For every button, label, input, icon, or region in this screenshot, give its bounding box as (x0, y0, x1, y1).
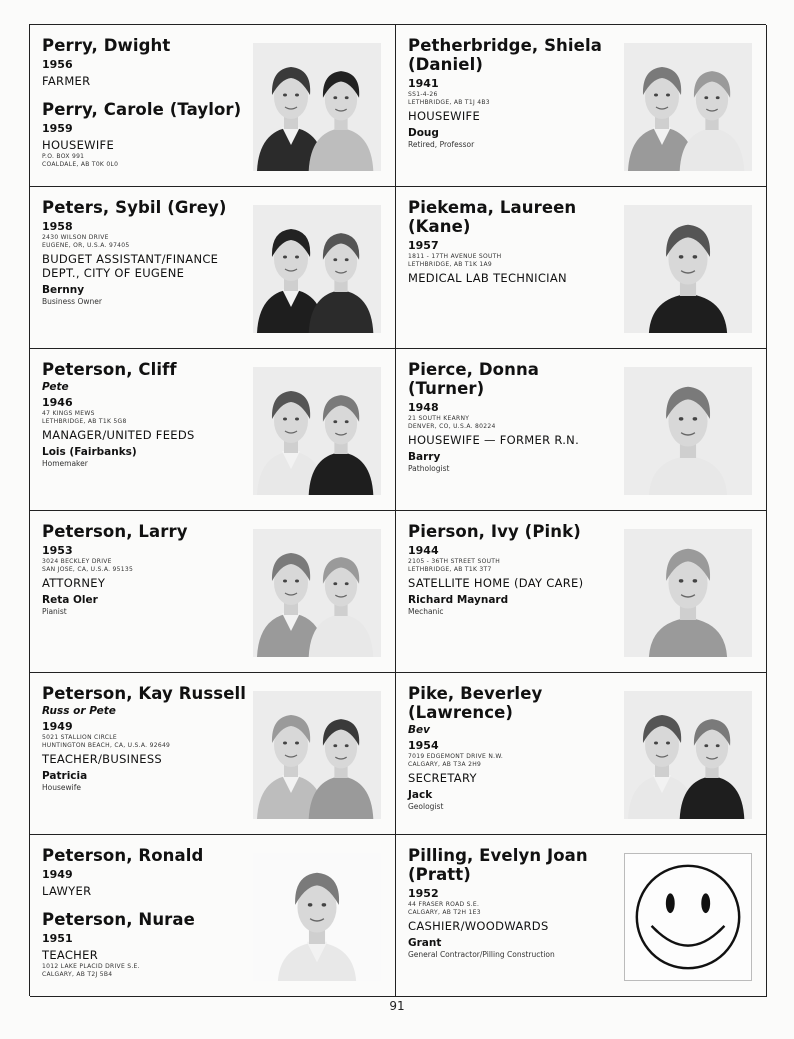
portrait-photo (624, 367, 752, 495)
entry-9 (396, 673, 767, 835)
entry-5 (396, 349, 767, 511)
entry-second-name: Perry, Carole (Taylor) (42, 100, 242, 119)
entry-4 (30, 349, 396, 511)
entry-year: 1952 (408, 887, 439, 900)
entry-address-line: LETHBRIDGE, AB T1K 1A9 (408, 260, 493, 268)
entry-address-line: 7019 EDGEMONT DRIVE N.W. (408, 753, 504, 760)
entry-address-line: HUNTINGTON BEACH, CA, U.S.A. 92649 (42, 741, 171, 749)
entry-spouse: Patricia (42, 770, 88, 782)
entry-year: 1948 (408, 401, 439, 414)
entry-address-line: 47 KINGS MEWS (42, 410, 95, 417)
entry-year: 1956 (42, 58, 73, 71)
entry-address-line: 21 SOUTH KEARNY (408, 415, 470, 422)
entry-spouse: Bernny (42, 284, 85, 296)
entry-address-line: COALDALE, AB T0K 0L0 (42, 160, 119, 168)
entry-name: Peterson, Ronald (42, 846, 204, 865)
entry-second-occupation: HOUSEWIFE (42, 138, 115, 152)
entry-0 (30, 25, 396, 187)
entry-occupation: SECRETARY (408, 771, 477, 785)
entry-year: 1949 (42, 868, 73, 881)
entry-address-line: EUGENE, OR, U.S.A. 97405 (42, 241, 130, 249)
couple-photo (253, 205, 381, 333)
entry-spouse-occupation: General Contractor/Pilling Construction (408, 950, 555, 959)
entry-address-line: 3024 BECKLEY DRIVE (42, 558, 112, 565)
entry-occupation: SATELLITE HOME (DAY CARE) (408, 576, 584, 590)
entry-name: Pilling, Evelyn Joan (Pratt) (408, 846, 588, 884)
entry-spouse: Richard Maynard (408, 594, 509, 606)
entry-occupation: FARMER (42, 74, 91, 88)
couple-photo (253, 367, 381, 495)
entry-spouse-occupation: Housewife (42, 783, 81, 792)
couple-photo (253, 691, 381, 819)
entry-address-line: SS1-4-26 (408, 91, 438, 98)
entry-1 (396, 25, 767, 187)
entry-year: 1957 (408, 239, 439, 252)
entry-address-line: 2430 WILSON DRIVE (42, 234, 109, 241)
entry-address-line: CALGARY, AB T3A 2H9 (408, 760, 482, 768)
entry-name: Peterson, Cliff (42, 360, 177, 379)
entry-occupation: CASHIER/WOODWARDS (408, 919, 549, 933)
entry-spouse-occupation: Pathologist (408, 464, 450, 473)
entry-11 (396, 835, 767, 997)
portrait-photo (624, 529, 752, 657)
entry-year: 1941 (408, 77, 439, 90)
entry-6 (30, 511, 396, 673)
entry-name: Peters, Sybil (Grey) (42, 198, 227, 217)
entry-name: Peterson, Larry (42, 522, 188, 541)
entry-address-line: LETHBRIDGE, AB T1J 4B3 (408, 98, 490, 106)
entry-nickname: Bev (408, 724, 430, 736)
entry-spouse: Doug (408, 127, 439, 139)
entry-address-line: CALGARY, AB T2J 5B4 (42, 970, 113, 978)
entry-year: 1958 (42, 220, 73, 233)
entry-year: 1953 (42, 544, 73, 557)
couple-photo (624, 691, 752, 819)
entry-spouse-occupation: Retired, Professor (408, 140, 475, 149)
entry-occupation: MEDICAL LAB TECHNICIAN (408, 271, 567, 285)
entry-address-line: 5021 STALLION CIRCLE (42, 734, 118, 741)
couple-photo (253, 529, 381, 657)
entry-spouse: Reta Oler (42, 594, 98, 606)
entry-address-line: LETHBRIDGE, AB T1K 3T7 (408, 565, 492, 573)
entry-name: Petherbridge, Shiela (Daniel) (408, 36, 602, 74)
entry-8 (30, 673, 396, 835)
entry-name: Pierson, Ivy (Pink) (408, 522, 581, 541)
entry-7 (396, 511, 767, 673)
entry-address-line: SAN JOSE, CA, U.S.A. 95135 (42, 565, 134, 573)
smiley-face-icon (624, 853, 752, 981)
entry-year: 1946 (42, 396, 73, 409)
portrait-photo (624, 205, 752, 333)
page-number: 91 (389, 999, 405, 1013)
entry-nickname: Pete (42, 381, 69, 393)
entry-occupation: ATTORNEY (42, 576, 106, 590)
entry-year: 1954 (408, 739, 439, 752)
entry-10 (30, 835, 396, 997)
entry-3 (396, 187, 767, 349)
entry-occupation: HOUSEWIFE (408, 109, 481, 123)
entry-spouse-occupation: Business Owner (42, 297, 102, 306)
entry-address-line: LETHBRIDGE, AB T1K 5G8 (42, 417, 127, 425)
entry-second-occupation: TEACHER (42, 948, 98, 962)
directory-grid (29, 24, 766, 996)
entry-occupation: BUDGET ASSISTANT/FINANCE DEPT., CITY OF EUGENE (42, 252, 219, 280)
entry-name: Peterson, Kay Russell (42, 684, 247, 703)
entry-2 (30, 187, 396, 349)
portrait-photo (253, 853, 381, 981)
entry-spouse-occupation: Geologist (408, 802, 444, 811)
entry-occupation: HOUSEWIFE — FORMER R.N. (408, 433, 580, 447)
entry-address-line: CALGARY, AB T2H 1E3 (408, 908, 481, 916)
entry-year: 1949 (42, 720, 73, 733)
entry-occupation: TEACHER/BUSINESS (42, 752, 163, 766)
entry-occupation: LAWYER (42, 884, 92, 898)
entry-name: Piekema, Laureen (Kane) (408, 198, 577, 236)
couple-photo (624, 43, 752, 171)
entry-spouse: Grant (408, 937, 442, 949)
entry-address-line: P.O. BOX 991 (42, 153, 85, 160)
entry-name: Perry, Dwight (42, 36, 171, 55)
couple-photo (253, 43, 381, 171)
entry-address-line: DENVER, CO, U.S.A. 80224 (408, 422, 496, 430)
entry-address-line: 1811 - 17TH AVENUE SOUTH (408, 253, 502, 260)
entry-spouse-occupation: Homemaker (42, 459, 88, 468)
entry-second-year: 1951 (42, 932, 73, 945)
entry-second-year: 1959 (42, 122, 73, 135)
entry-spouse: Lois (Fairbanks) (42, 446, 137, 458)
entry-address-line: 2105 - 36TH STREET SOUTH (408, 558, 501, 565)
entry-spouse: Jack (408, 789, 433, 801)
entry-nickname: Russ or Pete (42, 705, 116, 717)
entry-spouse: Barry (408, 451, 441, 463)
entry-second-name: Peterson, Nurae (42, 910, 195, 929)
entry-year: 1944 (408, 544, 439, 557)
entry-address-line: 1012 LAKE PLACID DRIVE S.E. (42, 963, 140, 970)
entry-name: Pike, Beverley (Lawrence) (408, 684, 543, 722)
entry-name: Pierce, Donna (Turner) (408, 360, 540, 398)
entry-address-line: 44 FRASER ROAD S.E. (408, 901, 480, 908)
entry-spouse-occupation: Mechanic (408, 607, 444, 616)
entry-occupation: MANAGER/UNITED FEEDS (42, 428, 195, 442)
entry-spouse-occupation: Pianist (42, 607, 67, 616)
